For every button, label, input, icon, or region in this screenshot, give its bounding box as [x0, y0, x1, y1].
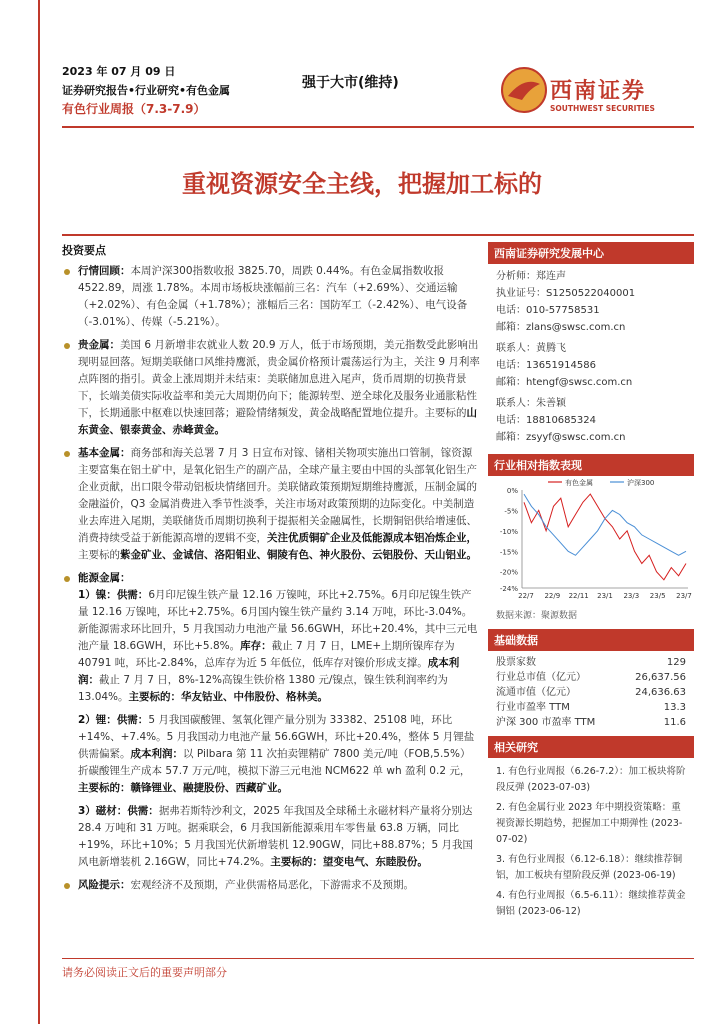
point-text: 宏观经济不及预期，产业供需格局恶化，下游需求不及预期。: [130, 879, 414, 891]
point-text: 主要标的: [78, 549, 120, 561]
series-line-0: [524, 494, 686, 580]
point-label: 风险提示：: [78, 879, 131, 891]
sub-label: 主要标的：: [78, 782, 131, 794]
point-energy-metals: [62, 570, 480, 871]
point-base-metals: [62, 445, 480, 564]
sub-text: 据弗若斯特沙利文，2025 年我国及全球稀土永磁材料产量将分别达 28.4 万吨和 31 万吨。据乘联会，6 月我国新能源乘用车零售量 63.8 万辆，同比+19%，环比+10%；5 月我国光伏新增装机 12.90GW，同比+88.87%；5 月我国风电新增装机 2.16GW，同比+74.2%。: [78, 805, 474, 868]
footer-divider: [62, 958, 694, 959]
research-center-title: 西南证券研究发展中心: [488, 242, 694, 264]
point-label: 基本金属：: [78, 447, 131, 459]
point-label: 行情回顾：: [78, 265, 131, 277]
basic-data-title: 基础数据: [488, 629, 694, 651]
sub-text: 截止 7 月 7 日，LME+上期所镍库存为 40791 吨，环比-2.84%，总库存为近 5 年低位，低库存对镍价形成支撑。: [78, 640, 455, 669]
chart-title: 行业相对指数表现: [488, 454, 694, 476]
legend-label: 沪深300: [627, 479, 655, 487]
contact-line: 电话：13651914586: [496, 360, 596, 371]
analyst-1: [496, 268, 686, 336]
basic-data-row: [488, 655, 694, 670]
logo-cn: 西南证券: [550, 79, 647, 104]
sub-text: 截止 7 月 7 日，8%-12%高镍生铁价格 1380 元/镍点，镍生铁利润率约为 13.04%。: [78, 674, 448, 703]
contact-block: [488, 264, 694, 454]
bullet-icon: [64, 269, 70, 275]
header-divider: [62, 126, 694, 128]
y-tick-label: 0%: [506, 487, 518, 495]
basic-data-value: 26,637.56: [635, 672, 686, 683]
sub-targets: 望变电气、东睦股份。: [322, 856, 428, 868]
point-label: 能源金属：: [78, 572, 131, 584]
analyst-2: [496, 340, 686, 391]
basic-data-value: 24,636.63: [635, 687, 686, 698]
basic-data-key: 流通市值（亿元）: [496, 687, 576, 698]
basic-data-value: 129: [666, 657, 686, 668]
bullet-icon: [64, 576, 70, 582]
point-precious-metals: [62, 337, 480, 439]
company-logo: [500, 66, 670, 122]
sub-label: 供需：: [127, 805, 159, 817]
basic-data-key: 行业总市值（亿元）: [496, 672, 586, 683]
related-research-title: 相关研究: [488, 736, 694, 758]
contact-line: 联系人：朱善颖: [496, 398, 566, 409]
sub-label: 主要标的：: [270, 856, 323, 868]
report-date: 2023 年 07 月 09 日: [62, 65, 176, 78]
sub-text: 5 月我国碳酸锂、氢氧化锂产量分别为 33382、25108 吨，环比+14%、+7.4%。5 月我国动力电池产量 56.6GWH，环比+20.4%，整体 5 月锂盐供需偏紧。: [78, 714, 475, 760]
x-tick-label: 22/7: [518, 592, 534, 600]
sub-magnetic: [78, 803, 480, 871]
point-market-review: [62, 263, 480, 331]
section-heading: 投资要点: [62, 244, 106, 257]
sub-text: 6月印尼镍生铁产量 12.16 万镍吨，环比+2.75%。6月印尼镍生铁产量 12.16 万镍吨，环比+2.75%。6月国内镍生铁产量约 3.14 万吨，环比-3.04%。新能源需求环比回升，5 月我国动力电池产量 56.6GWH，环比+20.4%，其中三元电池产量 18.6GWH，环比+5.8%。: [78, 589, 478, 652]
contact-line: 联系人：黄腾飞: [496, 343, 566, 354]
industry-rating: 强于大市(维持): [302, 75, 399, 91]
logo-en: SOUTHWEST SECURITIES: [550, 104, 655, 113]
sub-targets: 赣锋锂业、融捷股份、西藏矿业。: [130, 782, 288, 794]
y-tick-label: -5%: [504, 507, 518, 516]
contact-line: 分析师：郑连声: [496, 271, 566, 282]
contact-line: 邮箱：htengf@swsc.com.cn: [496, 377, 633, 388]
sub-label: 3）磁材：: [78, 805, 128, 817]
x-tick-label: 22/11: [568, 592, 589, 600]
sub-lithium: [78, 712, 480, 797]
basic-data-row: [488, 670, 694, 685]
point-targets: 山东黄金、银泰黄金、赤峰黄金。: [78, 407, 477, 436]
related-research-item[interactable]: 2. 有色金属行业 2023 年中期投资策略：重视资源长期趋势，把握加工中期弹性 (2023-07-02): [496, 802, 683, 845]
basic-data-value: 11.6: [663, 717, 686, 728]
sub-label: 成本利润：: [78, 657, 460, 686]
sub-label: 主要标的：: [128, 691, 182, 703]
x-tick-label: 23/1: [597, 592, 613, 600]
x-tick-label: 22/9: [544, 592, 561, 600]
main-content: [62, 242, 480, 900]
footer-disclaimer: 请务必阅读正文后的重要声明部分: [62, 966, 227, 979]
y-tick-label: -10%: [499, 527, 518, 536]
related-research-item[interactable]: 1. 有色行业周报（6.26-7.2）：加工板块将阶段反弹 (2023-07-03): [496, 766, 686, 793]
x-tick-label: 23/5: [649, 592, 666, 600]
sub-label: 库存：: [240, 640, 272, 652]
point-targets: 紫金矿业、金诚信、洛阳钼业、铜陵有色、神火股份、云铝股份、天山铝业。: [120, 549, 477, 561]
x-tick-label: 23/3: [623, 592, 640, 600]
logo-emblem-icon: [500, 66, 548, 114]
report-category: 证券研究报告•行业研究•有色金属: [62, 84, 231, 97]
bullet-icon: [64, 343, 70, 349]
y-tick-label: -15%: [499, 548, 518, 557]
basic-data-row: [488, 700, 694, 715]
basic-data-table: [488, 655, 694, 730]
point-text: 美国 6 月新增非农就业人数 20.9 万人，低于市场预期，美元指数受此影响出现明显回落。短期美联储口风维持鹰派，贵金属价格预计震荡运行为主，关注 9 月利率点阵图的指引。黄金上涨周期并未结束：美联储加息进入尾声，货币周期的切换背景下，长端美债实际收益率和美元大周期仍向下；能源转型、逆全球化及服务业通胀粘性下，长期通胀中枢难以快速回落；避险情绪频发，黄金战略配置地位提升。主要标的: [78, 339, 480, 419]
sidebar: [488, 242, 694, 924]
contact-line: 电话：18810685324: [496, 415, 596, 426]
basic-data-key: 行业市盈率 TTM: [496, 702, 570, 713]
y-tick-label: -24%: [499, 585, 518, 593]
sub-nickel: [78, 587, 480, 706]
point-label: 贵金属：: [78, 339, 120, 351]
sub-label: 供需：: [116, 714, 149, 726]
sub-text: 以 Pilbara 第 11 次拍卖锂精矿 7800 美元/吨（FOB,5.5%）折碳酸锂生产成本 57.7 万元/吨，模拟下游三元电池 NCM622 单 wh 盈利 0.2 元，: [78, 748, 471, 777]
bullet-icon: [64, 883, 70, 889]
sub-label: 成本利润：: [130, 748, 183, 760]
sub-label: 供需：: [116, 589, 149, 601]
report-header-info: [62, 62, 230, 119]
x-tick-label: 23/7: [676, 592, 692, 600]
point-text: 商务部和海关总署 7 月 3 日宣布对镓、锗相关物项实施出口管制，镓资源主要富集在铝土矿中，是氧化铝生产的副产品，全球产量主要由中国的头部氧化铝生产企业贡献，出口限令带动铝板块情绪回升。美联储政策预期短期维持鹰派，压制金属的金融溢价，Q3 金属消费进入季节性淡季，关注市场对政策预期的边际变化。中美制造业去库进入尾期，美联储货币周期切换利于提振相关金融属性，长期铜铝供给增速低、消费持续受益于新能源高增的逻辑不变，: [78, 447, 477, 544]
sub-targets: 华友钴业、中伟股份、格林美。: [181, 691, 329, 703]
relative-index-chart: [488, 476, 694, 608]
contact-line: 邮箱：zlans@swsc.com.cn: [496, 322, 626, 333]
related-research-list: [488, 758, 694, 920]
bullet-icon: [64, 451, 70, 457]
title-divider: [62, 234, 694, 236]
basic-data-value: 13.3: [663, 702, 686, 713]
related-research-item[interactable]: 3. 有色行业周报（6.12-6.18）：继续推荐铜铝，加工板块有望阶段反弹 (2023-06-19): [496, 854, 683, 881]
basic-data-row: [488, 685, 694, 700]
y-tick-label: -20%: [499, 568, 518, 577]
chart-source: 数据来源：聚源数据: [496, 611, 578, 621]
legend-label: 有色金属: [565, 479, 593, 487]
contact-line: 电话：010-57758531: [496, 305, 600, 316]
basic-data-key: 沪深 300 市盈率 TTM: [496, 717, 596, 728]
related-research-item[interactable]: 4. 有色行业周报（6.5-6.11）：继续推荐黄金铜铝 (2023-06-12): [496, 890, 686, 917]
report-weekly: 有色行业周报（7.3-7.9）: [62, 102, 206, 116]
basic-data-key: 股票家数: [496, 657, 536, 668]
basic-data-row: [488, 715, 694, 730]
chart-svg: [488, 476, 694, 608]
contact-line: 执业证号：S1250522040001: [496, 288, 636, 299]
point-text: 本周沪深300指数收报 3825.70，周跌 0.44%。有色金属指数收报 4522.89，周涨 1.78%。本周市场板块涨幅前三名：汽车（+2.69%）、交通运输（+2.02%）、有色金属（+1.78%）；涨幅后三名：国防军工（-2.42%）、电气设备（-3.01%）、传媒（-5.21%）。: [78, 265, 468, 328]
sub-label: 1）镍：: [78, 589, 117, 601]
sub-label: 2）锂：: [78, 714, 117, 726]
point-focus: 关注优质铜矿企业及低能源成本铝冶炼企业，: [267, 532, 477, 544]
point-risk: [62, 877, 480, 894]
left-accent-bar: [38, 0, 40, 1024]
contact-line: 邮箱：zsyyf@swsc.com.cn: [496, 432, 626, 443]
report-title: 重视资源安全主线，把握加工标的: [182, 170, 542, 198]
analyst-3: [496, 395, 686, 446]
